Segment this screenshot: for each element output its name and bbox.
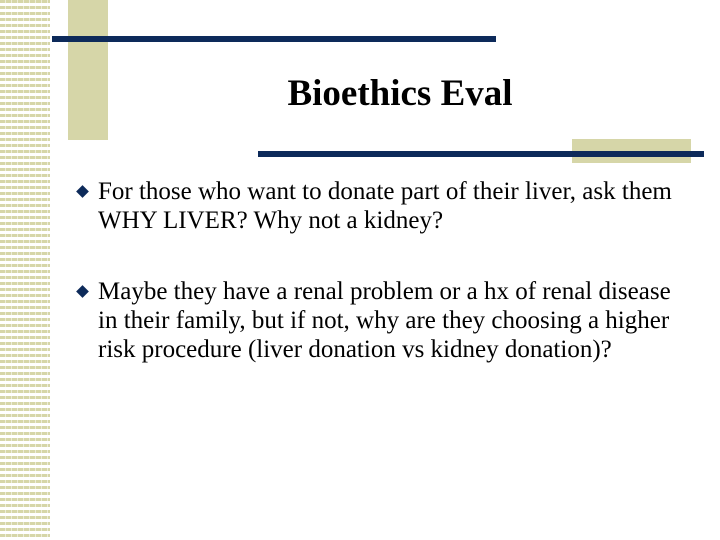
diamond-bullet-icon	[76, 285, 89, 298]
bullet-text: Maybe they have a renal problem or a hx of renal disease in their family, but if not, why are they choosing a higher risk procedure (liver donation vs kidney donation)?	[98, 278, 671, 363]
navy-accent-bar-bottom	[258, 151, 704, 157]
diamond-bullet-icon	[76, 185, 89, 198]
navy-accent-bar-top	[52, 36, 496, 42]
bullet-item	[76, 277, 686, 364]
slide-title: Bioethics Eval	[287, 73, 513, 114]
bullet-text: For those who want to donate part of their liver, ask them WHY LIVER? Why not a kidney?	[98, 178, 672, 234]
bullet-list	[76, 177, 686, 364]
left-stripe-decoration	[0, 0, 50, 540]
bullet-item	[76, 177, 686, 235]
tan-accent-block-top	[68, 0, 108, 140]
